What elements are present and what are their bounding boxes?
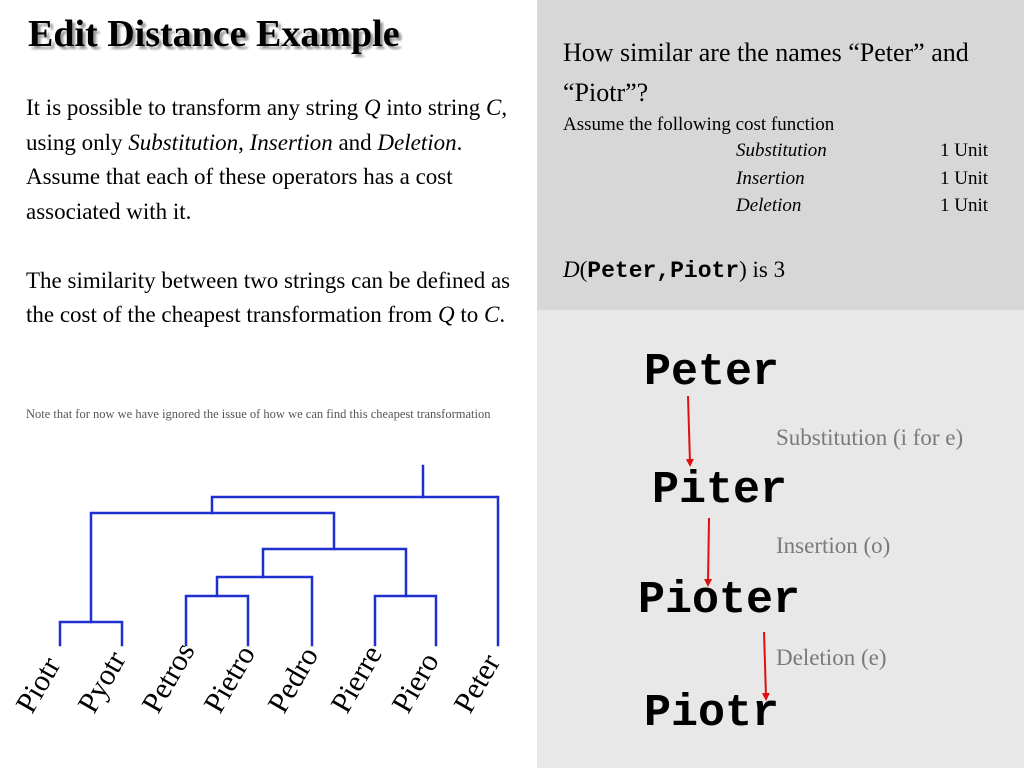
assume-cost-text: Assume the following cost function xyxy=(563,114,835,135)
text-run: to xyxy=(454,302,484,327)
leaf-label-petros: Petros xyxy=(135,637,202,719)
cost-name: Insertion xyxy=(736,168,805,189)
text-run: The similarity between two strings can be defined as the cost of the cheapest transformation from xyxy=(26,267,511,327)
text-run: and xyxy=(332,129,378,155)
distance-value: is 3 xyxy=(746,257,786,282)
arrow-peter-to-piter xyxy=(688,396,690,463)
arrow-pioter-to-piotr xyxy=(764,632,766,697)
italic-term: C xyxy=(483,302,500,327)
leaf-label-piotr: Piotr xyxy=(9,651,68,719)
cost-name: Deletion xyxy=(736,195,802,216)
italic-term: Deletion xyxy=(377,129,457,155)
text-run: It is possible to transform any string xyxy=(26,95,364,120)
leaf-label-peter: Peter xyxy=(447,648,507,719)
cheapest-note: Note that for now we have ignored the issue of how we can find this cheapest transformation xyxy=(26,407,491,421)
arrow-piter-to-pioter xyxy=(708,518,709,583)
cluster-petros-pietro-pedro xyxy=(217,577,312,645)
cost-value: 1 Unit xyxy=(940,195,989,216)
leaf-label-pierre: Pierre xyxy=(324,639,389,719)
distance-args: Peter,Piotr xyxy=(587,258,740,284)
op-substitution: Substitution (i for e) xyxy=(776,425,964,450)
cluster-pierre-piero xyxy=(375,596,436,645)
cost-name: Substitution xyxy=(736,140,827,161)
word-pioter: Pioter xyxy=(638,575,801,626)
cost-value: 1 Unit xyxy=(940,140,989,161)
cluster-pe-pi-group xyxy=(263,549,406,596)
italic-term: Q xyxy=(437,302,455,327)
cluster-petros-pietro xyxy=(186,596,248,645)
cluster-all-but-peter xyxy=(91,513,334,622)
leaf-label-piero: Piero xyxy=(385,647,446,719)
leaf-label-pietro: Pietro xyxy=(197,639,262,719)
cost-paragraph: Assume that each of these operators has a cost associated with it. xyxy=(26,164,453,224)
distance-open-paren: ( xyxy=(579,257,588,282)
word-piotr: Piotr xyxy=(644,688,780,739)
italic-term: Insertion xyxy=(249,129,333,155)
text-run: , using only xyxy=(26,95,508,155)
slide-title: Edit Distance Example xyxy=(28,13,400,55)
word-peter: Peter xyxy=(644,347,780,398)
cost-value: 1 Unit xyxy=(940,168,989,189)
distance-function: D xyxy=(563,257,580,282)
op-insertion: Insertion (o) xyxy=(776,533,891,558)
question-text: How similar are the names “Peter” and “Piotr”? xyxy=(563,38,969,107)
text-run: . xyxy=(499,302,506,327)
word-piter: Piter xyxy=(652,465,788,516)
italic-term: Substitution xyxy=(128,129,239,155)
italic-term: C xyxy=(485,95,502,120)
leaf-label-pyotr: Pyotr xyxy=(71,645,133,719)
distance-close-paren: ) xyxy=(739,257,747,282)
text-run: . xyxy=(456,129,463,155)
italic-term: Q xyxy=(363,95,381,120)
text-run: , xyxy=(238,129,250,155)
cluster-root xyxy=(212,497,498,645)
op-deletion: Deletion (e) xyxy=(776,645,887,670)
leaf-label-pedro: Pedro xyxy=(261,641,326,719)
text-run: into string xyxy=(380,95,486,120)
cluster-piotr-pyotr xyxy=(60,622,122,645)
